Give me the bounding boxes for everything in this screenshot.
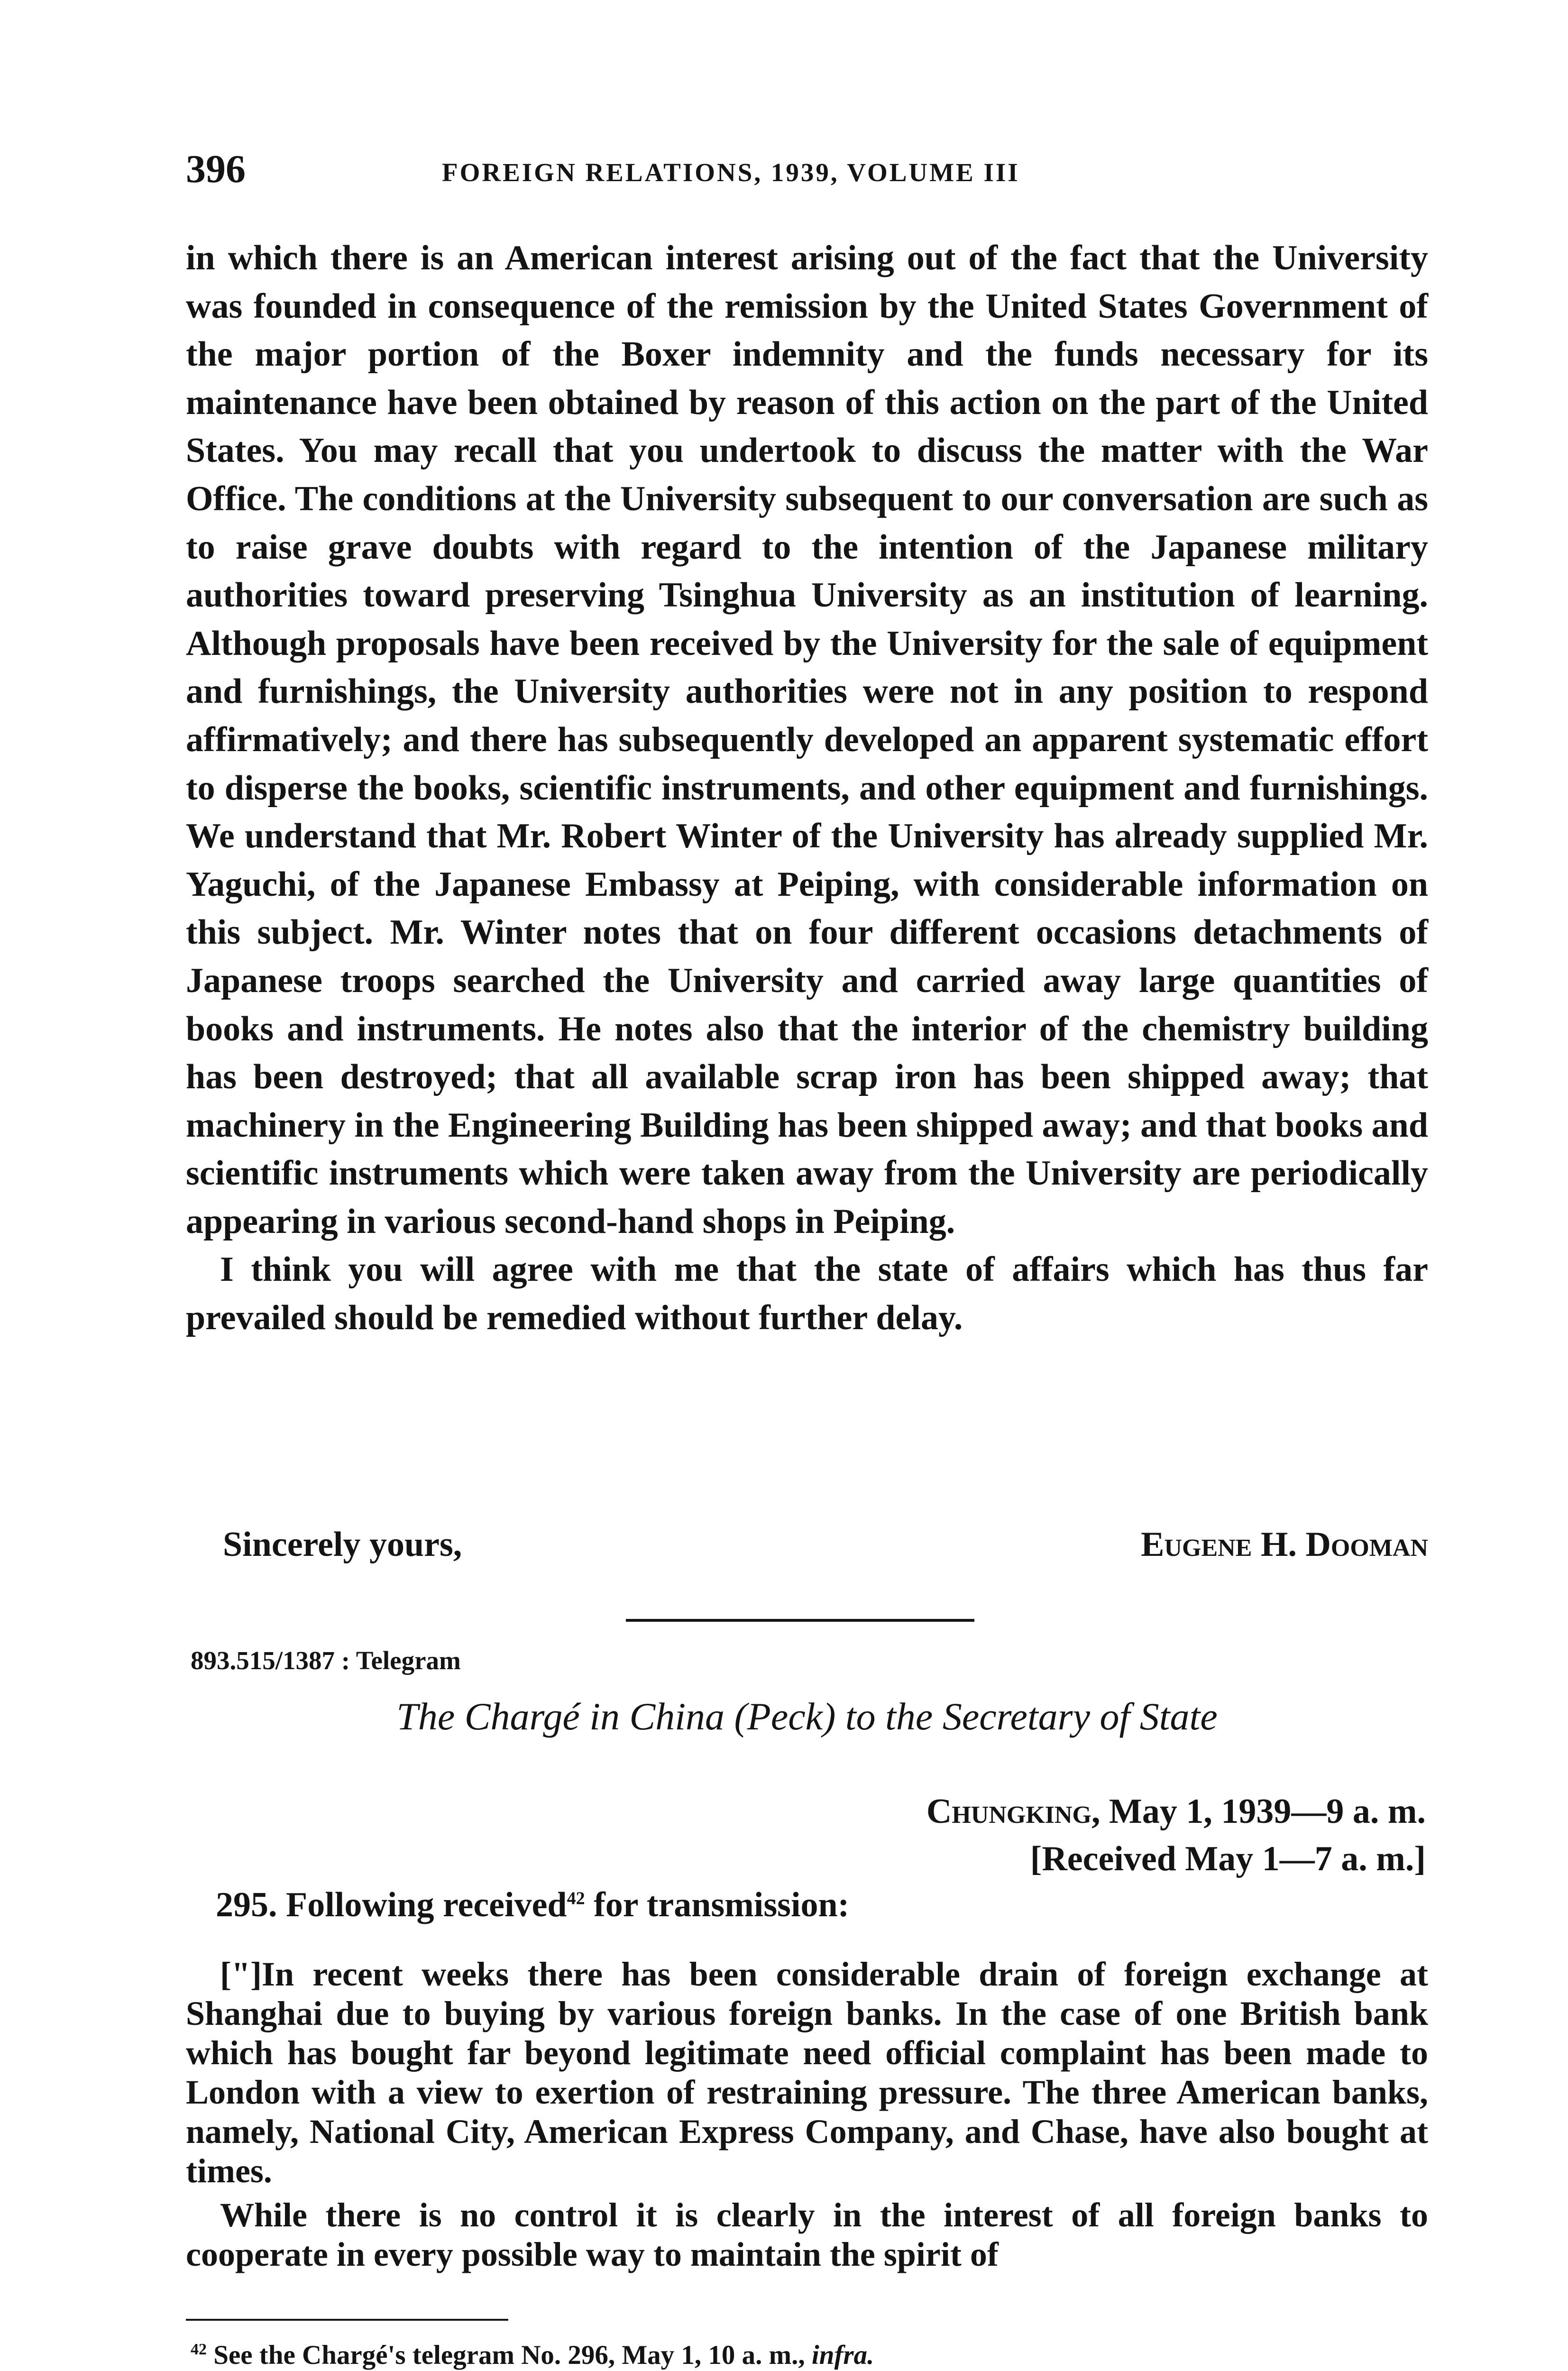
telegram-intro (216, 1885, 849, 1925)
footnote (191, 2340, 874, 2371)
footnote-number: 42 (191, 2341, 207, 2358)
letter-body (186, 234, 1428, 1342)
letter-paragraph: in which there is an American interest arising out of the fact that the University was founded in consequence of the remission by the United States Government of the major portion of the Boxer indemnity and the funds necessary for its maintenance have been obtained by reason of this action on the part of the United States. You may recall that you undertook to discuss the matter with the War Office. The conditions at the University subsequent to our conversation are such as to raise grave doubts with regard to the intention of the Japanese military authorities toward preserving Tsinghua University as an institution of learning. Although proposals have been received by the University for the sale of equipment and furnishings, the University authorities were not in any position to respond affirmatively; and there has subsequently developed an apparent systematic effort to disperse the books, scientific instruments, and other equipment and furnishings. We understand that Mr. Robert Winter of the University has already supplied Mr. Yaguchi, of the Japanese Embassy at Peiping, with considerable information on this subject. Mr. Winter notes that on four different occasions detachments of Japanese troops searched the University and carried away large quantities of books and instruments. He notes also that the interior of the chemistry building has been destroyed; that all available scrap iron has been shipped away; that machinery in the Engineering Building has been shipped away; and that books and scientific instruments which were taken away from the University are periodically appearing in various second-hand shops in Peiping. (186, 239, 1428, 1241)
intro-rest: for transmission: (585, 1885, 850, 1924)
received-line: [Received May 1—7 a. m.] (1030, 1839, 1426, 1878)
footnote-italic: infra. (811, 2340, 874, 2370)
telegram-title: The Chargé in China (Peck) to the Secretary of State (396, 1695, 1218, 1738)
valediction: Sincerely yours, (223, 1525, 462, 1564)
section-divider (626, 1619, 974, 1622)
letter-paragraph: I think you will agree with me that the state of affairs which has thus far prevailed should be remedied without further delay. (186, 1250, 1428, 1338)
date: , May 1, 1939—9 a. m. (1091, 1792, 1426, 1831)
running-title: FOREIGN RELATIONS, 1939, VOLUME III (442, 158, 1020, 187)
telegram-paragraph: While there is no control it is clearly in the interest of all foreign banks to cooperate in every possible way to maintain the spirit of (186, 2196, 1428, 2273)
letter-closing (223, 1525, 1428, 1577)
signature: Eugene H. Dooman (1141, 1525, 1428, 1564)
file-reference: 893.515/1387 : Telegram (191, 1646, 461, 1675)
telegram-body (186, 1955, 1428, 2274)
place: Chungking (926, 1792, 1091, 1831)
telegram-paragraph: ["]In recent weeks there has been considerable drain of foreign exchange at Shanghai due to buying by various foreign banks. In the case of one British bank which has bought far beyond legitimate need official complaint has been made to London with a view to exertion of restraining pressure. The three American banks, namely, National City, American Express Company, and Chase, have also bought at times. (186, 1955, 1428, 2190)
dateline (926, 1788, 1426, 1883)
telegram-number: 295. Following received (216, 1885, 567, 1924)
footnote-marker: 42 (567, 1888, 585, 1909)
place-date-line (926, 1788, 1426, 1835)
page-number: 396 (186, 147, 246, 191)
footnote-text: See the Chargé's telegram No. 296, May 1, 10 a. m., (207, 2340, 812, 2370)
page-header (186, 146, 1428, 203)
footnote-divider (186, 2319, 508, 2321)
